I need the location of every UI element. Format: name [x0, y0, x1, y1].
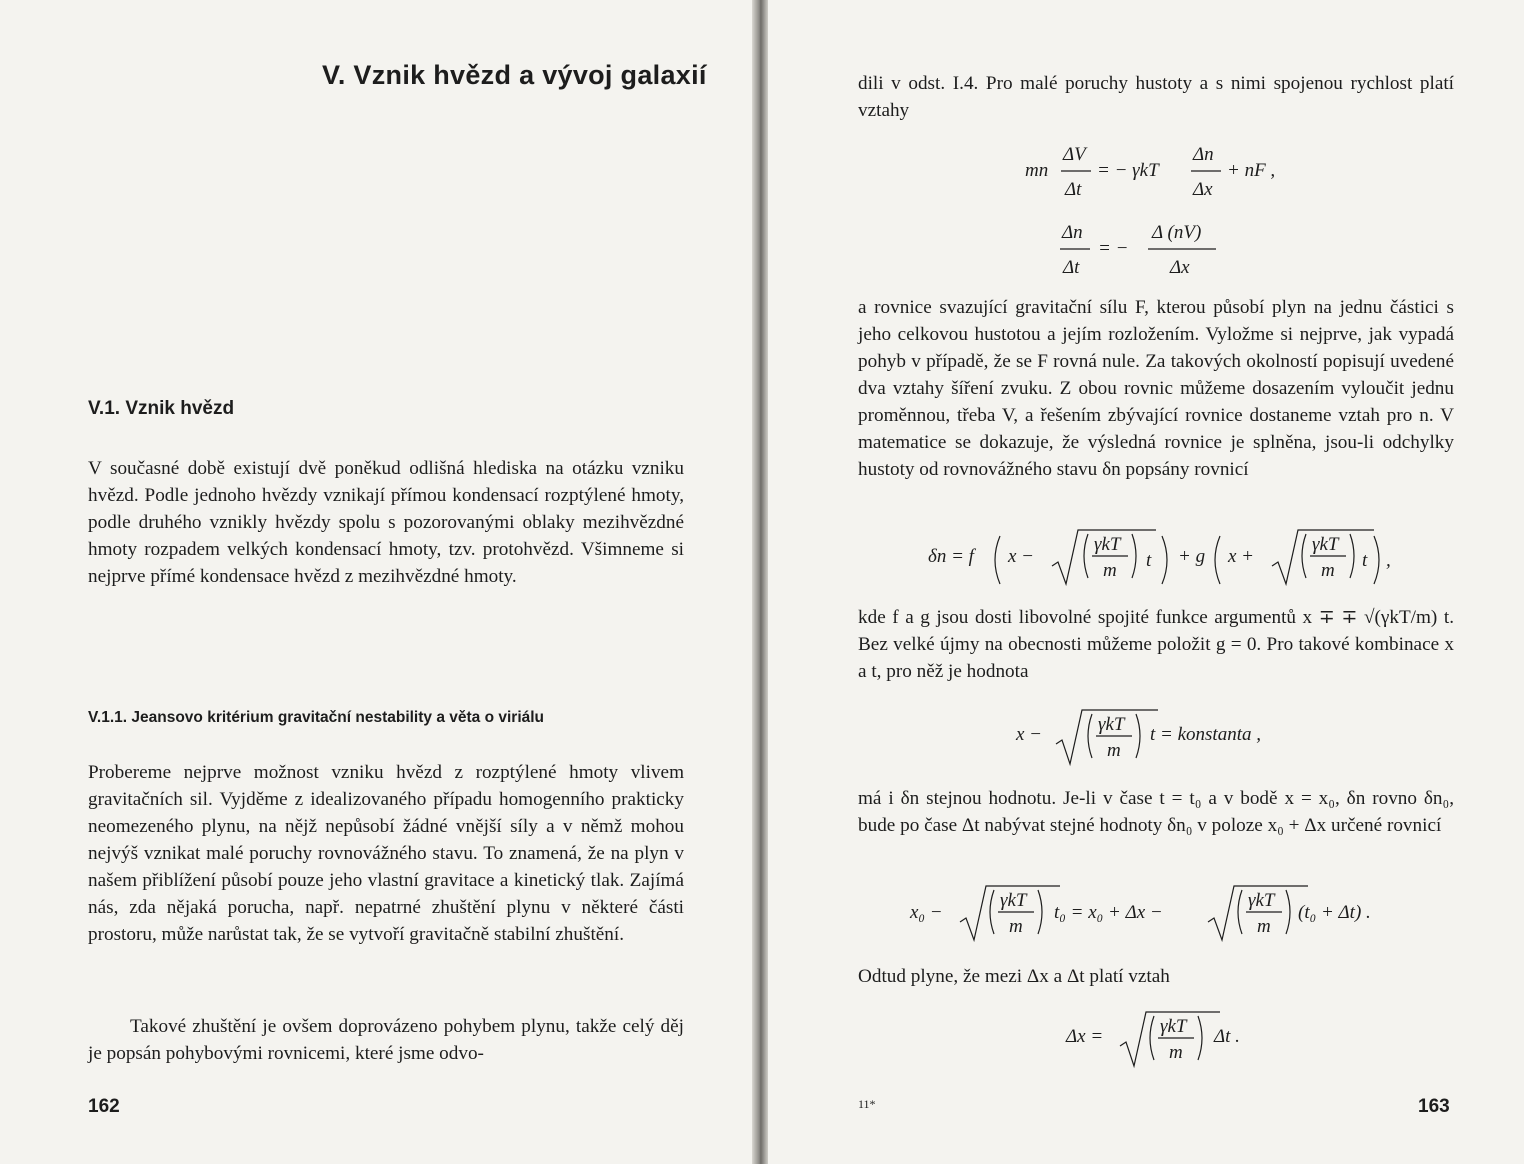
eq-denominator: Δt [1063, 257, 1080, 278]
eq-term: Δx = [1066, 1026, 1104, 1047]
paragraph: Probereme nejprve možnost vzniku hvězd z rozptýlené hmoty vlivem gravitačních sil. Vyjděme z idealizovaného případu homogenního prakticky neomezeného plynu, na nějž nepůsobí žádné vnější síly a v němž mohou nejvýš vznikat malé poruchy rovnovážného stavu. To znamená, že na plyn v našem přiblížení působí pouze jeho vlastní gravitace a kinetický tlak. Zajímá nás, zda nějaká porucha, např. nepatrné zhuštění plynu v některé části prostoru, může narůstat tak, že se vytvoří gravitačně stabilní zhuštění. [88, 762, 684, 945]
eq-term: mn [1025, 160, 1049, 181]
paragraph: Odtud plyne, že mezi Δx a Δt platí vztah [858, 966, 1170, 987]
eq-term: Δt . [1214, 1026, 1240, 1047]
eq-numerator: γkT [1312, 534, 1339, 555]
eq-term: x − [1016, 724, 1043, 745]
eq-numerator: γkT [1098, 714, 1125, 735]
equation-continuity [1060, 218, 1240, 284]
eq-term: = − [1098, 238, 1129, 259]
equation-momentum [1025, 140, 1285, 206]
eq-denominator: m [1009, 916, 1023, 937]
eq-term: x − [1008, 546, 1035, 567]
equation-propagation [1066, 1004, 1266, 1076]
chapter-title: V. Vznik hvězd a vývoj galaxií [322, 60, 707, 90]
equation-wave-solution [928, 522, 1398, 598]
paren [1088, 714, 1092, 758]
eq-numerator: γkT [1160, 1016, 1187, 1037]
eq-term: δn = f [928, 546, 974, 567]
equation-continuity-svg [1060, 218, 1240, 278]
eq-term: + nF , [1227, 160, 1276, 181]
paren [1302, 534, 1306, 578]
eq-denominator: Δx [1170, 257, 1190, 278]
eq-term: , [1386, 550, 1391, 571]
footnote-mark: 11* [858, 1097, 876, 1111]
eq-numerator: Δn [1193, 144, 1214, 165]
paren [1038, 890, 1042, 934]
page-number: 163 [1418, 1096, 1450, 1117]
paren [1286, 890, 1290, 934]
paren [1136, 714, 1140, 758]
paren [1162, 536, 1167, 584]
paren [1215, 536, 1220, 584]
equation-constant [1016, 704, 1306, 776]
paren [1374, 536, 1379, 584]
equation-position [910, 878, 1410, 950]
eq-denominator: m [1103, 560, 1117, 581]
eq-denominator: Δx [1193, 179, 1213, 200]
paragraph: a rovnice svazující gravitační sílu F, kterou působí plyn na jednu částici s jeho celkovou hustotou a jejím rozložením. Vyložme si nejprve, jak vypadá pohyb v případě, že se F rovná nule. Za takových okolností popisují uvedené dva vztahy šíření zvuku. Z obou rovnic můžeme dosazením vyloučit jednu proměnnou, třeba V, a řešením zbývající rovnice dostaneme vztah pro n. V matematice se dokazuje, že výsledná rovnice je splněna, jsou-li odchylky hustoty od rovnovážného stavu δn popsány rovnicí [858, 297, 1454, 480]
paren [1132, 534, 1136, 578]
equation-wave-solution-svg [928, 522, 1398, 592]
eq-term: (t₀ + Δt) . [1298, 902, 1371, 923]
left-page [0, 0, 752, 1164]
paren [995, 536, 1000, 584]
equation-constant-svg [1016, 704, 1306, 770]
eq-numerator: γkT [1000, 890, 1027, 911]
paragraph: V současné době existují dvě poněkud odlišná hlediska na otázku vzniku hvězd. Podle jednoho hvězdy vznikají přímou kondensací rozptýlené hmoty, podle druhého vznikly hvězdy spolu s pozorovanými oblaky mezihvězdné hmoty rozpadem velkých kondensací hmoty, tzv. protohvězd. Všimneme si nejprve přímé kondensace hvězd z mezihvězdné hmoty. [88, 458, 684, 587]
paren [1238, 890, 1242, 934]
eq-numerator: Δn [1062, 222, 1083, 243]
equation-position-svg [910, 878, 1410, 944]
eq-numerator: γkT [1248, 890, 1275, 911]
paren [990, 890, 994, 934]
eq-term: t₀ = x₀ + Δx − [1054, 902, 1163, 923]
page-number: 162 [88, 1096, 120, 1117]
eq-numerator: γkT [1094, 534, 1121, 555]
paren [1150, 1016, 1154, 1060]
book-gutter [752, 0, 768, 1164]
paragraph: dili v odst. I.4. Pro malé poruchy hustoty a s nimi spojenou rychlost platí vztahy [858, 73, 1454, 121]
eq-denominator: m [1107, 740, 1121, 761]
eq-term: t [1146, 550, 1152, 571]
section-title: V.1. Vznik hvězd [88, 398, 235, 419]
eq-denominator: m [1321, 560, 1335, 581]
eq-term: t [1362, 550, 1368, 571]
eq-term: x₀ − [910, 902, 943, 923]
equation-momentum-svg [1025, 140, 1285, 200]
equation-propagation-svg [1066, 1004, 1266, 1070]
paren [1350, 534, 1354, 578]
paragraph: kde f a g jsou dosti libovolné spojité funkce argumentů x ∓ ∓ √(γkT/m) t. Bez velké újmy na obecnosti můžeme položit g = 0. Pro takové kombinace x a t, pro něž je hodnota [858, 607, 1454, 682]
eq-denominator: m [1257, 916, 1271, 937]
paragraph: má i δn stejnou hodnotu. Je-li v čase t = t₀ a v bodě x = x₀, δn rovno δn₀, bude po čase Δt nabývat stejné hodnoty δn₀ v poloze x₀ + Δx určené rovnicí [858, 788, 1454, 836]
eq-term: + g [1178, 546, 1206, 567]
eq-term: = − γkT [1097, 160, 1159, 181]
eq-denominator: Δt [1065, 179, 1082, 200]
paragraph: Takové zhuštění je ovšem doprovázeno pohybem plynu, takže celý děj je popsán pohybovými rovnicemi, které jsme odvo- [88, 1016, 684, 1064]
eq-denominator: m [1169, 1042, 1183, 1063]
eq-term: x + [1228, 546, 1255, 567]
eq-numerator: Δ (nV) [1152, 222, 1202, 243]
paren [1198, 1016, 1202, 1060]
subsection-title: V.1.1. Jeansovo kritérium gravitační nestability a věta o viriálu [88, 709, 545, 726]
paren [1084, 534, 1088, 578]
eq-term: t = konstanta , [1150, 724, 1261, 745]
eq-numerator: ΔV [1063, 144, 1086, 165]
